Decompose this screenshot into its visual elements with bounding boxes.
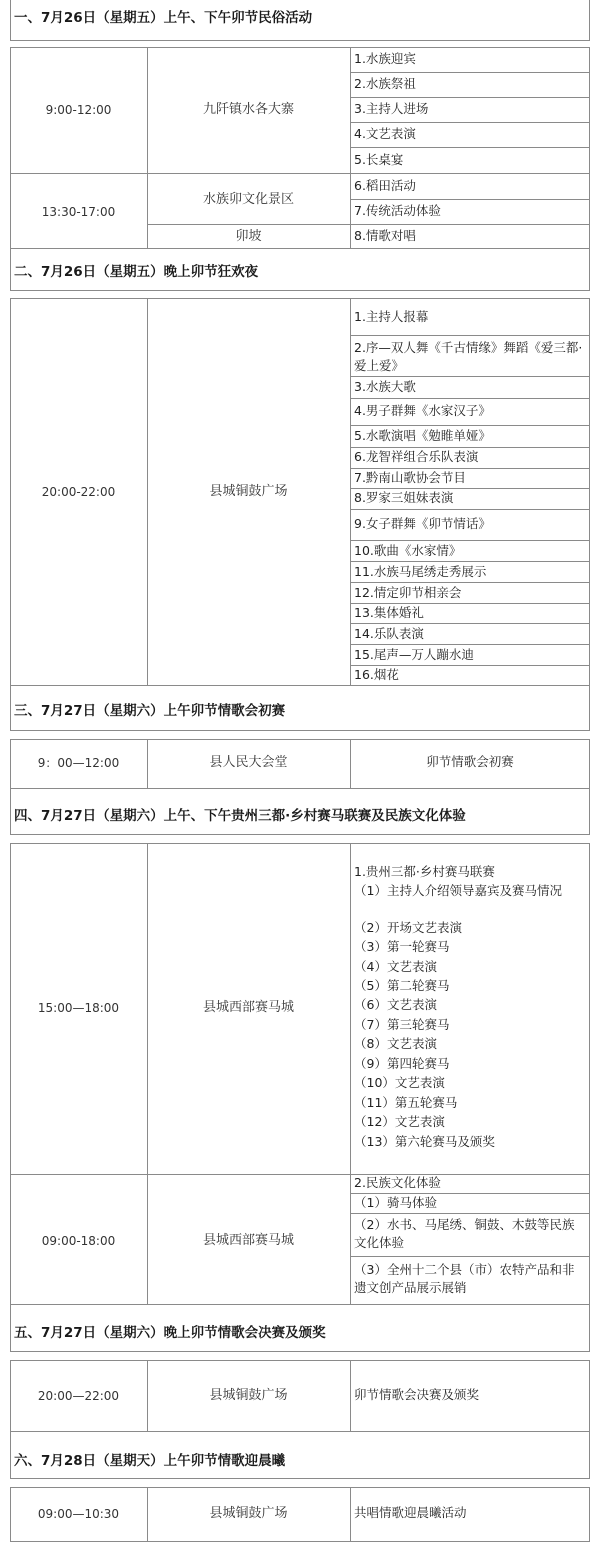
activity-item: （8）文艺表演 bbox=[354, 1036, 437, 1051]
activity-item: 卯节情歌会初赛 bbox=[426, 754, 514, 769]
border-line bbox=[10, 248, 590, 249]
border-line bbox=[589, 1432, 590, 1479]
venue-cell: 水族卯文化景区 bbox=[202, 192, 294, 207]
activity-item: 3.主持人进场 bbox=[354, 101, 429, 116]
border-line bbox=[10, 1174, 590, 1175]
border-line bbox=[589, 1487, 590, 1542]
border-line bbox=[589, 249, 590, 291]
activity-item: 11.水族马尾绣走秀展示 bbox=[354, 564, 487, 579]
activity-item: 1.主持人报幕 bbox=[354, 309, 429, 324]
border-line bbox=[350, 1213, 590, 1214]
activity-item: （5）第二轮赛马 bbox=[354, 978, 450, 993]
border-line bbox=[350, 665, 590, 666]
activity-item: （1）主持人介绍领导嘉宾及赛马情况 bbox=[354, 883, 562, 898]
activity-item: 2.序—双人舞《千古情缘》舞蹈《爱三都·爱上爱》 bbox=[354, 340, 583, 373]
border-line bbox=[589, 0, 590, 40]
border-line bbox=[10, 834, 590, 835]
activity-item: 16.烟花 bbox=[354, 667, 399, 682]
time-cell: 20:00-22:00 bbox=[41, 485, 116, 499]
activity-item: 6.稻田活动 bbox=[354, 178, 416, 193]
activity-item: 4.男子群舞《水家汉子》 bbox=[354, 403, 491, 418]
activity-item: （6）文艺表演 bbox=[354, 997, 437, 1012]
border-line bbox=[350, 1360, 351, 1432]
border-line bbox=[10, 1305, 11, 1352]
activity-item: （10）文艺表演 bbox=[354, 1075, 445, 1090]
time-cell: 09:00—10:30 bbox=[37, 1507, 120, 1521]
time-cell: 20:00—22:00 bbox=[37, 1389, 120, 1403]
venue-cell: 卯坡 bbox=[235, 229, 262, 244]
border-line bbox=[10, 40, 590, 41]
border-line bbox=[350, 72, 590, 73]
activity-item: （12）文艺表演 bbox=[354, 1114, 445, 1129]
border-line bbox=[589, 47, 590, 249]
activity-item: 8.情歌对唱 bbox=[354, 228, 416, 243]
activity-item: （9）第四轮赛马 bbox=[354, 1056, 450, 1071]
activity-item: 1.水族迎宾 bbox=[354, 51, 416, 66]
border-line bbox=[10, 47, 11, 249]
activity-item: 5.长桌宴 bbox=[354, 152, 404, 167]
border-line bbox=[350, 843, 351, 1305]
border-line bbox=[350, 376, 590, 377]
activity-item: 7.黔南山歌协会节目 bbox=[354, 470, 466, 485]
venue-cell: 县城铜鼓广场 bbox=[209, 1506, 288, 1521]
border-line bbox=[10, 1478, 590, 1479]
activity-item: （2）水书、马尾绣、铜鼓、木鼓等民族文化体验 bbox=[354, 1217, 575, 1250]
activity-item: （3）全州十二个县（市）农特产品和非遗文创产品展示展销 bbox=[354, 1262, 575, 1295]
border-line bbox=[350, 488, 590, 489]
border-line bbox=[350, 298, 351, 686]
border-line bbox=[350, 335, 590, 336]
border-line bbox=[10, 0, 11, 40]
venue-cell: 县城铜鼓广场 bbox=[209, 1388, 288, 1403]
border-line bbox=[350, 1193, 590, 1194]
venue-cell: 县城西部赛马城 bbox=[202, 1000, 294, 1015]
section-heading: 三、7月27日（星期六）上午卯节情歌会初赛 bbox=[14, 703, 286, 719]
activity-item: （11）第五轮赛马 bbox=[354, 1095, 458, 1110]
border-line bbox=[147, 47, 148, 249]
border-line bbox=[350, 97, 590, 98]
activity-item: 12.情定卯节相亲会 bbox=[354, 585, 462, 600]
border-line bbox=[10, 739, 590, 740]
border-line bbox=[350, 644, 590, 645]
border-line bbox=[589, 789, 590, 835]
border-line bbox=[10, 1304, 590, 1305]
border-line bbox=[10, 685, 590, 686]
activity-item: 13.集体婚礼 bbox=[354, 605, 424, 620]
activity-item: 1.贵州三都·乡村赛马联赛 bbox=[354, 864, 495, 879]
section-heading: 六、7月28日（星期天）上午卯节情歌迎晨曦 bbox=[14, 1453, 286, 1469]
border-line bbox=[10, 788, 590, 789]
section-heading: 四、7月27日（星期六）上午、下午贵州三都·乡村赛马联赛及民族文化体验 bbox=[14, 808, 466, 824]
activity-item: 2.民族文化体验 bbox=[354, 1175, 441, 1190]
section-heading: 五、7月27日（星期六）晚上卯节情歌会决赛及颁奖 bbox=[14, 1325, 326, 1341]
activity-item: （1）骑马体验 bbox=[354, 1195, 437, 1210]
activity-item: （4）文艺表演 bbox=[354, 959, 437, 974]
activity-item: 10.歌曲《水家情》 bbox=[354, 543, 462, 558]
border-line bbox=[10, 1360, 590, 1361]
activity-item: 4.文艺表演 bbox=[354, 126, 416, 141]
activity-item: 共唱情歌迎晨曦活动 bbox=[354, 1505, 467, 1520]
activity-item: 15.尾声—万人蹦水迪 bbox=[354, 647, 474, 662]
border-line bbox=[350, 122, 590, 123]
activity-item: 3.水族大歌 bbox=[354, 379, 416, 394]
border-line bbox=[350, 561, 590, 562]
border-line bbox=[589, 298, 590, 686]
border-line bbox=[10, 730, 590, 731]
border-line bbox=[10, 1351, 590, 1352]
border-line bbox=[10, 249, 11, 291]
time-cell: 9:00-12:00 bbox=[45, 103, 112, 117]
activity-item: 5.水歌演唱《勉睢单娅》 bbox=[354, 428, 491, 443]
activity-item: 6.龙智祥组合乐队表演 bbox=[354, 449, 479, 464]
activity-item: 8.罗家三姐妹表演 bbox=[354, 490, 454, 505]
venue-cell: 九阡镇水各大寨 bbox=[202, 102, 294, 117]
activity-item: 9.女子群舞《卯节情话》 bbox=[354, 516, 491, 531]
border-line bbox=[350, 623, 590, 624]
border-line bbox=[147, 224, 590, 225]
activity-item: 卯节情歌会决赛及颁奖 bbox=[354, 1387, 480, 1402]
time-cell: 09:00-18:00 bbox=[41, 1234, 116, 1248]
border-line bbox=[10, 686, 11, 731]
border-line bbox=[10, 843, 590, 844]
border-line bbox=[10, 789, 11, 835]
border-line bbox=[350, 509, 590, 510]
section-heading: 一、7月26日（星期五）上午、下午卯节民俗活动 bbox=[14, 10, 313, 26]
border-line bbox=[10, 1431, 590, 1432]
border-line bbox=[589, 686, 590, 731]
border-line bbox=[350, 147, 590, 148]
activity-item: （13）第六轮赛马及颁奖 bbox=[354, 1134, 495, 1149]
venue-cell: 县人民大会堂 bbox=[209, 755, 288, 770]
activity-item: 7.传统活动体验 bbox=[354, 203, 441, 218]
border-line bbox=[350, 398, 590, 399]
border-line bbox=[10, 298, 590, 299]
border-line bbox=[10, 47, 590, 48]
border-line bbox=[589, 739, 590, 789]
border-line bbox=[10, 290, 590, 291]
border-line bbox=[350, 1487, 351, 1542]
border-line bbox=[350, 582, 590, 583]
venue-cell: 县城西部赛马城 bbox=[202, 1233, 294, 1248]
venue-cell: 县城铜鼓广场 bbox=[209, 484, 288, 499]
border-line bbox=[10, 173, 590, 174]
border-line bbox=[350, 447, 590, 448]
border-line bbox=[10, 1487, 590, 1488]
border-line bbox=[589, 843, 590, 1305]
border-line bbox=[350, 603, 590, 604]
activity-item: （2）开场文艺表演 bbox=[354, 920, 462, 935]
section-heading: 二、7月26日（星期五）晚上卯节狂欢夜 bbox=[14, 264, 259, 280]
activity-item: （7）第三轮赛马 bbox=[354, 1017, 450, 1032]
border-line bbox=[350, 47, 351, 249]
border-line bbox=[350, 199, 590, 200]
border-line bbox=[350, 540, 590, 541]
border-line bbox=[589, 1305, 590, 1352]
border-line bbox=[350, 425, 590, 426]
activity-item: 2.水族祭祖 bbox=[354, 76, 416, 91]
border-line bbox=[589, 1360, 590, 1432]
border-line bbox=[10, 1432, 11, 1479]
border-line bbox=[350, 468, 590, 469]
time-cell: 15:00—18:00 bbox=[37, 1001, 120, 1015]
time-cell: 9：00—12:00 bbox=[37, 756, 120, 770]
border-line bbox=[10, 1541, 590, 1542]
activity-item: 14.乐队表演 bbox=[354, 626, 424, 641]
activity-item: （3）第一轮赛马 bbox=[354, 939, 450, 954]
time-cell: 13:30-17:00 bbox=[41, 205, 116, 219]
border-line bbox=[350, 1256, 590, 1257]
